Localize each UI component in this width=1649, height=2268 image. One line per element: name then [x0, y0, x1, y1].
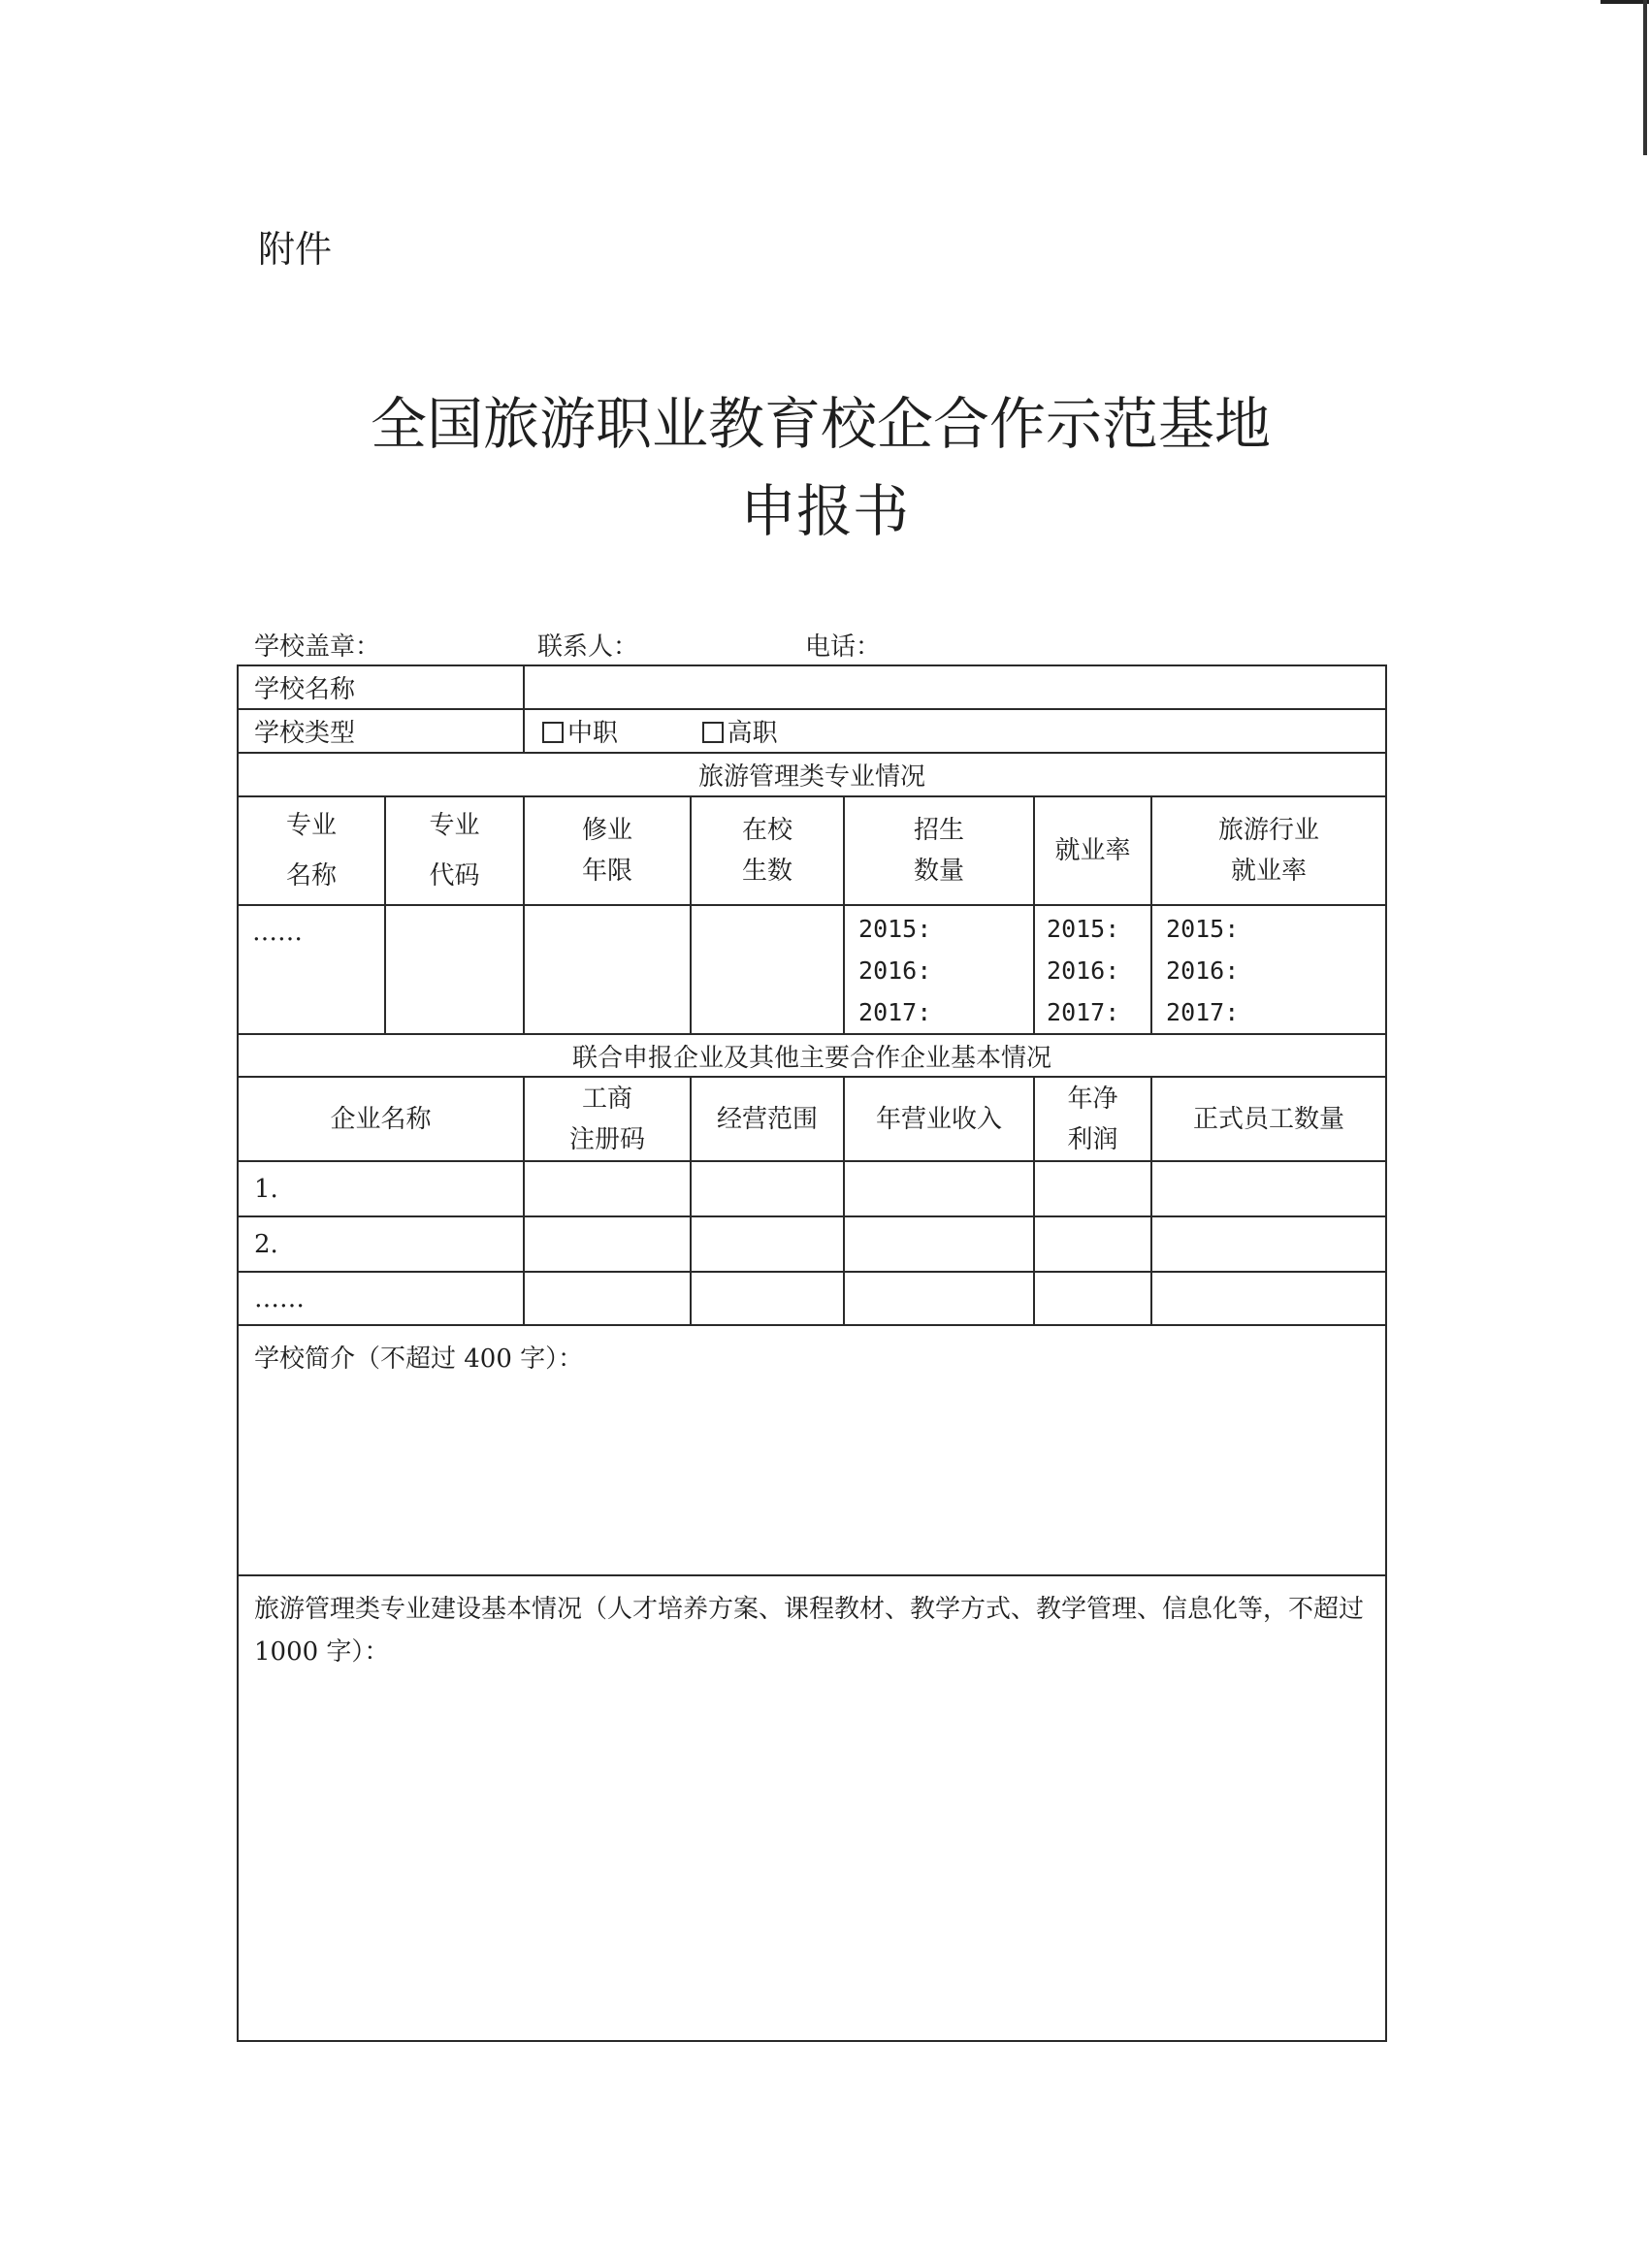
construction-field[interactable]: [238, 1575, 1386, 2041]
col-enrollment-count: 招生 数量: [844, 796, 1034, 905]
school-intro-row: [238, 1325, 1386, 1575]
document-subtitle: 申报书: [739, 478, 909, 544]
col-employment-rate: 就业率: [1034, 796, 1151, 905]
col-annual-revenue: 年营业收入: [844, 1077, 1034, 1161]
majors-data-row: [238, 905, 1386, 1034]
enrolled-students-cell[interactable]: [691, 905, 844, 1034]
col-employee-count: 正式员工数量: [1151, 1077, 1386, 1161]
construction-label: 旅游管理类专业建设基本情况（人才培养方案、课程教材、教学方式、教学管理、信息化等，不超过 1000 字）：: [254, 1595, 1365, 1667]
col-major-name: 专业 名称: [238, 796, 385, 905]
option-vocational-secondary: 中职: [567, 719, 619, 748]
study-years-cell[interactable]: [524, 905, 691, 1034]
major-code-cell[interactable]: [385, 905, 524, 1034]
enterprise-row: [238, 1216, 1386, 1272]
phone-label: 电话：: [805, 632, 882, 662]
contact-label: 联系人：: [537, 632, 639, 662]
school-name-field[interactable]: [524, 665, 1386, 709]
construction-row: [238, 1575, 1386, 2041]
school-name-label: 学校名称: [238, 665, 524, 709]
enterprise-row-number[interactable]: 1.: [238, 1161, 524, 1216]
col-tourism-employment-rate: 旅游行业 就业率: [1151, 796, 1386, 905]
scan-edge-right: [1643, 0, 1647, 155]
employment-years-cell[interactable]: 2015: 2016: 2017:: [1034, 905, 1151, 1034]
col-study-years: 修业 年限: [524, 796, 691, 905]
col-major-code: 专业 代码: [385, 796, 524, 905]
col-business-scope: 经营范围: [691, 1077, 844, 1161]
majors-section-title: 旅游管理类专业情况: [238, 753, 1386, 796]
col-enrolled-students: 在校 生数: [691, 796, 844, 905]
school-intro-label: 学校简介（不超过 400 字）：: [254, 1345, 584, 1374]
attachment-label: 附件: [258, 228, 333, 271]
option-vocational-higher: 高职: [727, 719, 778, 748]
enterprise-row-number[interactable]: ……: [238, 1272, 524, 1325]
school-type-field: [524, 709, 1386, 753]
school-name-row: [238, 665, 1386, 709]
col-net-profit: 年净 利润: [1034, 1077, 1151, 1161]
school-type-row: [238, 709, 1386, 753]
document-title: 全国旅游职业教育校企合作示范基地: [370, 391, 1271, 457]
school-intro-field[interactable]: [238, 1325, 1386, 1575]
enrollment-years-cell[interactable]: 2015: 2016: 2017:: [844, 905, 1034, 1034]
col-registration-code: 工商 注册码: [524, 1077, 691, 1161]
school-seal-label: 学校盖章：: [254, 632, 381, 662]
scan-edge-top: [1600, 0, 1649, 4]
application-form-table: [237, 664, 1387, 2042]
enterprise-row: [238, 1272, 1386, 1325]
school-type-label: 学校类型: [238, 709, 524, 753]
tourism-employment-years-cell[interactable]: 2015: 2016: 2017:: [1151, 905, 1386, 1034]
checkbox-vocational-higher[interactable]: [702, 722, 724, 743]
enterprise-row: [238, 1161, 1386, 1216]
enterprises-header-row: [238, 1077, 1386, 1161]
enterprises-section-title: 联合申报企业及其他主要合作企业基本情况: [238, 1034, 1386, 1077]
major-placeholder: ……: [238, 905, 385, 1034]
majors-section-row: [238, 753, 1386, 796]
checkbox-vocational-secondary[interactable]: [542, 722, 564, 743]
majors-header-row: [238, 796, 1386, 905]
col-enterprise-name: 企业名称: [238, 1077, 524, 1161]
enterprise-row-number[interactable]: 2.: [238, 1216, 524, 1272]
enterprises-section-row: [238, 1034, 1386, 1077]
